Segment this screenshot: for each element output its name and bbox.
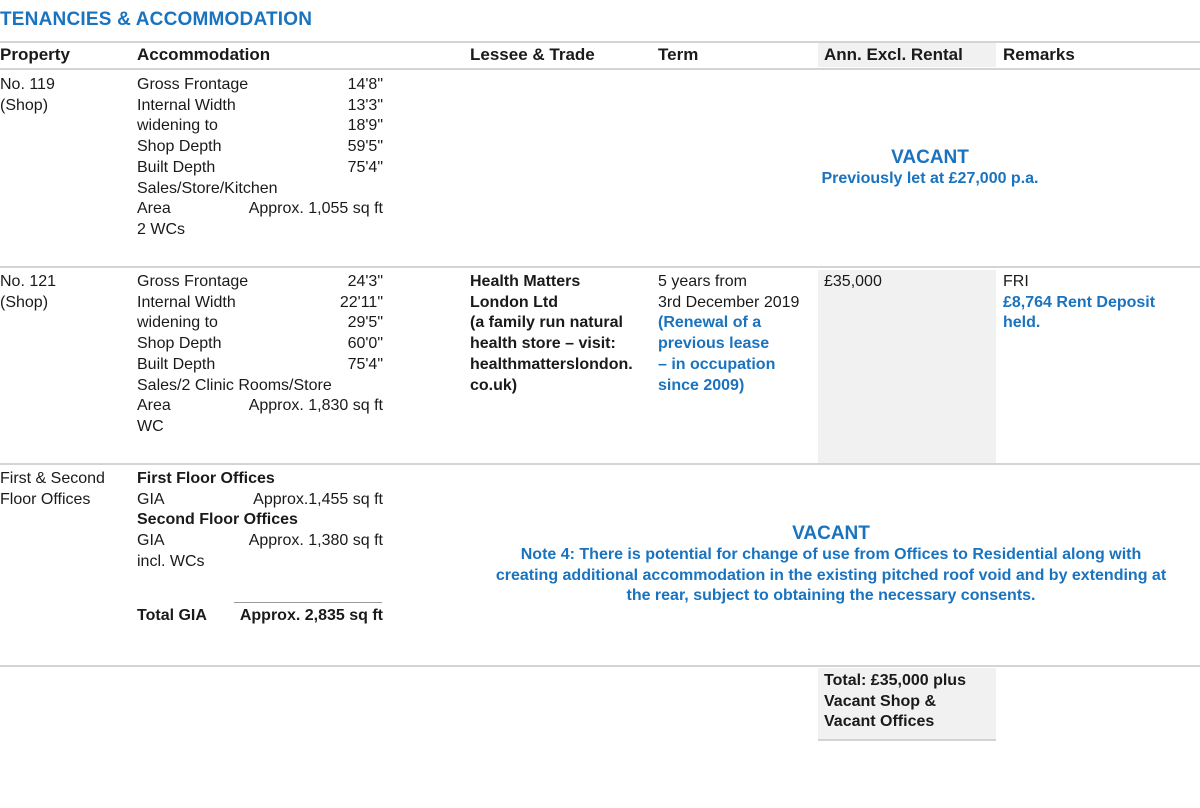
row1-vacant-block: [620, 147, 1200, 190]
header-rental: Ann. Excl. Rental: [824, 45, 963, 64]
rental-cell-shade: [818, 270, 996, 464]
row3-accommodation: First Floor Offices GIA Approx.1,455 sq ft Second Floor Offices GIA Approx. 1,380 sq ft incl. WCs: [137, 470, 383, 570]
header-remarks: Remarks: [1003, 45, 1075, 64]
accom-line: GIA Approx. 1,380 sq ft: [137, 532, 383, 550]
row2-remarks: FRI £8,764 Rent Deposit held.: [1003, 273, 1156, 332]
accom-line: Shop Depth 59'5": [137, 138, 383, 156]
row2-property: No. 121 (Shop): [0, 273, 57, 311]
accom-line: Internal Width 22'11": [137, 293, 383, 311]
row1-accommodation: [137, 75, 383, 241]
total-gia-rule: [234, 602, 382, 603]
row-divider: [0, 266, 1200, 268]
second-floor-heading: Second Floor Offices: [137, 511, 298, 529]
row2-lessee: Health Matters London Ltd (a family run natural health store – visit: healthmatterslondon. co.uk): [470, 273, 633, 394]
page-title: TENANCIES & ACCOMMODATION: [0, 9, 313, 30]
accom-line: Built Depth 75'4": [137, 158, 383, 176]
row-divider: [0, 463, 1200, 465]
vacant-label: VACANT: [792, 523, 870, 544]
header-top-rule: [0, 41, 1200, 43]
row3-vacant-block: VACANT Note 4: There is potential for change of use from Offices to Residential along with creating additional accommodation in the existing pitched roof void and by extending at the rear, subject to obtaining the necessary consents.: [462, 523, 1200, 607]
row2-term: 5 years from 3rd December 2019 (Renewal of a previous lease – in occupation since 2009): [658, 273, 800, 394]
total-gia: Total GIA Approx. 2,835 sq ft: [137, 607, 383, 624]
accom-line: Built Depth 75'4": [137, 355, 383, 373]
row2-accommodation: [137, 272, 383, 438]
header-lessee: Lessee & Trade: [470, 45, 595, 64]
vacant-note: Previously let at £27,000 p.a.: [821, 170, 1039, 187]
accom-line: 2 WCs: [137, 220, 185, 238]
accom-line: Sales/2 Clinic Rooms/Store: [137, 376, 332, 394]
accom-line: widening to 18'9": [137, 117, 383, 135]
vacant-label: VACANT: [891, 147, 969, 168]
accom-line: Internal Width 13'3": [137, 96, 383, 114]
accom-line: Gross Frontage 14'8": [137, 76, 383, 93]
accom-line: Sales/Store/Kitchen: [137, 179, 278, 197]
header-property: Property: [0, 45, 70, 64]
row2-rental: £35,000: [824, 273, 882, 290]
accom-line: widening to 29'5": [137, 314, 383, 332]
row-divider: [0, 665, 1200, 667]
total-bottom-rule: [818, 739, 996, 741]
row3-property: First & Second Floor Offices: [0, 470, 105, 508]
accom-line: Area Approx. 1,830 sq ft: [137, 397, 383, 415]
grand-total: Total: £35,000 plus Vacant Shop & Vacant Offices: [824, 672, 966, 731]
accom-line: Gross Frontage 24'3": [137, 273, 383, 290]
header-bottom-rule: [0, 68, 1200, 70]
first-floor-heading: First Floor Offices: [137, 470, 275, 487]
accom-line: Area Approx. 1,055 sq ft: [137, 200, 383, 218]
header-accommodation: Accommodation: [137, 45, 271, 64]
accom-line: GIA Approx.1,455 sq ft: [137, 490, 383, 508]
row1-property: No. 119 (Shop): [0, 76, 55, 114]
accom-line: WC: [137, 417, 164, 435]
header-term: Term: [658, 45, 699, 64]
accom-line: Shop Depth 60'0": [137, 335, 383, 353]
